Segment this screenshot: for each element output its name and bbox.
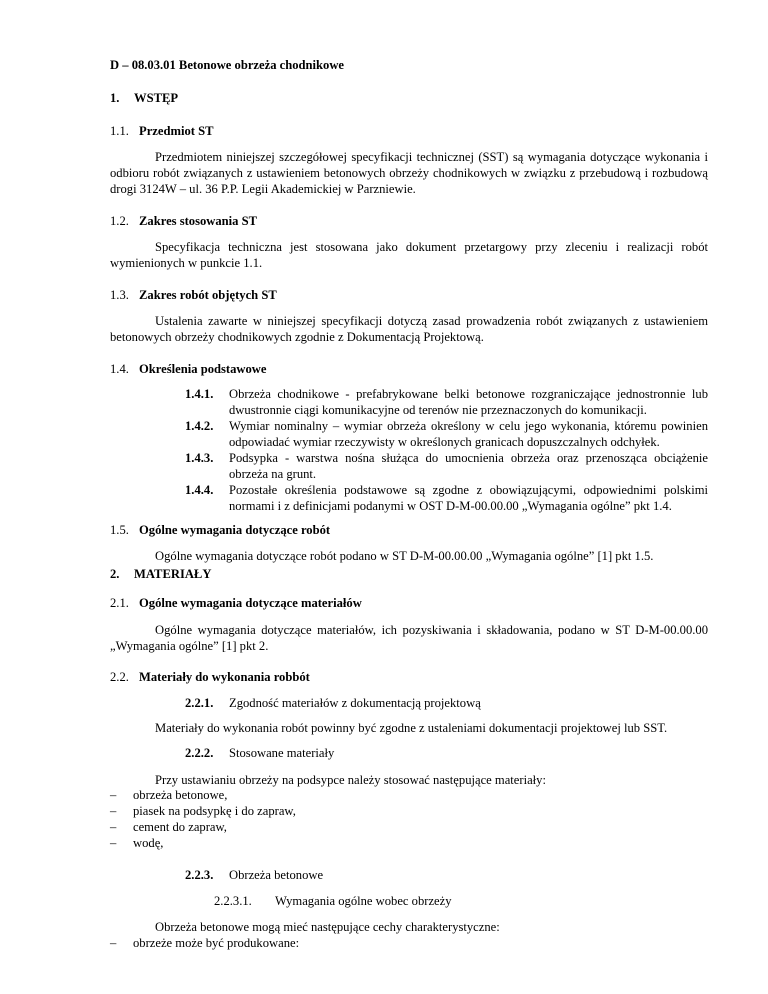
list-item: piasek na podsypkę i do zapraw,	[133, 804, 296, 818]
bullet-dash: –	[110, 820, 117, 834]
section-1-1-title: Przedmiot ST	[139, 124, 214, 138]
list-item: obrzeże może być produkowane:	[133, 936, 300, 950]
section-2-2-2-intro: Przy ustawianiu obrzeży na podsypce należy stosować następujące materiały:	[155, 773, 546, 787]
section-1-3-line: Ustalenia zawarte w niniejszej specyfikacji dotyczą zasad prowadzenia robót związanych z ustawieniem	[155, 314, 708, 328]
definition-line: obrzeża na grunt.	[229, 467, 317, 481]
section-2-2-3-title: Obrzeża betonowe	[229, 868, 324, 882]
section-2-1-line: Ogólne wymagania dotyczące materiałów, ich pozyskiwania i składowania, podano w ST D-M-00.00.00	[155, 623, 708, 637]
section-1-1-number: 1.1.	[110, 124, 129, 138]
bullet-dash: –	[110, 804, 117, 818]
section-1-2-line: wymienionych w punkcie 1.1.	[110, 256, 263, 270]
section-2-2-title: Materiały do wykonania robbót	[139, 670, 310, 684]
section-2-title: MATERIAŁY	[134, 567, 212, 581]
section-2-1-line: „Wymagania ogólne” [1] pkt 2.	[110, 639, 269, 653]
section-1-5-line: Ogólne wymagania dotyczące robót podano w ST D-M-00.00.00 „Wymagania ogólne” [1] pkt 1.5.	[155, 549, 654, 563]
definition-line: normami i z definicjami podanymi w OST D-M-00.00.00 „Wymagania ogólne” pkt 1.4.	[229, 499, 672, 513]
section-1-title: WSTĘP	[134, 91, 179, 105]
definition-number: 1.4.2.	[185, 419, 214, 433]
section-2-2-3-1-intro: Obrzeża betonowe mogą mieć następujące cechy charakterystyczne:	[155, 920, 500, 934]
definition-number: 1.4.4.	[185, 483, 214, 497]
bullet-dash: –	[110, 836, 117, 850]
section-2-2-1-line: Materiały do wykonania robót powinny być zgodne z ustaleniami dokumentacji projektowej lub SST.	[155, 721, 668, 735]
definition-number: 1.4.1.	[185, 387, 214, 401]
section-2-2-1-number: 2.2.1.	[185, 696, 214, 710]
section-1-1-line: Przedmiotem niniejszej szczegółowej specyfikacji technicznej (SST) są wymagania dotyczące wykonania i	[155, 150, 708, 164]
section-1-number: 1.	[110, 91, 120, 105]
definition-line: Wymiar nominalny – wymiar obrzeża określony w celu jego wykonania, któremu powinien	[229, 419, 708, 433]
definition-line: odpowiadać wymiar rzeczywisty w określonych granicach dopuszczalnych odchyłek.	[229, 435, 660, 449]
definition-line: Pozostałe określenia podstawowe są zgodne z obowiązującymi, odpowiednimi polskimi	[229, 483, 708, 497]
definition-line: dwustronnie ciągi komunikacyjne od terenów nie przeznaczonych do komunikacji.	[229, 403, 647, 417]
section-2-2-3-1-number: 2.2.3.1.	[214, 894, 252, 908]
section-2-1-title: Ogólne wymagania dotyczące materiałów	[139, 596, 362, 610]
list-item: obrzeża betonowe,	[133, 788, 228, 802]
bullet-dash: –	[110, 936, 117, 950]
definition-line: Obrzeża chodnikowe - prefabrykowane belki betonowe rozgraniczające jednostronnie lub	[229, 387, 708, 401]
section-1-2-number: 1.2.	[110, 214, 129, 228]
section-1-2-line: Specyfikacja techniczna jest stosowana jako dokument przetargowy przy zleceniu i realizacji robót	[155, 240, 708, 254]
section-1-4-title: Określenia podstawowe	[139, 362, 267, 376]
section-1-1-line: odbioru robót związanych z ustawieniem betonowych obrzeży chodnikowych w związku z przebudową i rozbudową	[110, 166, 708, 180]
section-2-2-number: 2.2.	[110, 670, 129, 684]
section-1-5-title: Ogólne wymagania dotyczące robót	[139, 523, 331, 537]
section-2-2-2-title: Stosowane materiały	[229, 746, 335, 760]
section-1-3-line: betonowych obrzeży chodnikowych zgodnie z Dokumentacją Projektową.	[110, 330, 484, 344]
section-1-3-number: 1.3.	[110, 288, 129, 302]
section-2-2-1-title: Zgodność materiałów z dokumentacją projektową	[229, 696, 481, 710]
definition-line: Podsypka - warstwa nośna służąca do umocnienia obrzeża oraz przenosząca obciążenie	[229, 451, 708, 465]
section-2-number: 2.	[110, 567, 120, 581]
definition-number: 1.4.3.	[185, 451, 214, 465]
section-2-2-2-number: 2.2.2.	[185, 746, 214, 760]
bullet-dash: –	[110, 788, 117, 802]
section-1-4-number: 1.4.	[110, 362, 129, 376]
list-item: cement do zapraw,	[133, 820, 227, 834]
section-1-5-number: 1.5.	[110, 523, 129, 537]
section-1-3-title: Zakres robót objętych ST	[139, 288, 277, 302]
section-2-2-3-number: 2.2.3.	[185, 868, 214, 882]
section-2-2-3-1-title: Wymagania ogólne wobec obrzeży	[275, 894, 452, 908]
section-1-1-line: drogi 3124W – ul. 36 P.P. Legii Akademickiej w Parzniewie.	[110, 182, 416, 196]
document-title: D – 08.03.01 Betonowe obrzeża chodnikowe	[110, 58, 345, 72]
section-2-1-number: 2.1.	[110, 596, 129, 610]
list-item: wodę,	[133, 836, 164, 850]
section-1-2-title: Zakres stosowania ST	[139, 214, 258, 228]
